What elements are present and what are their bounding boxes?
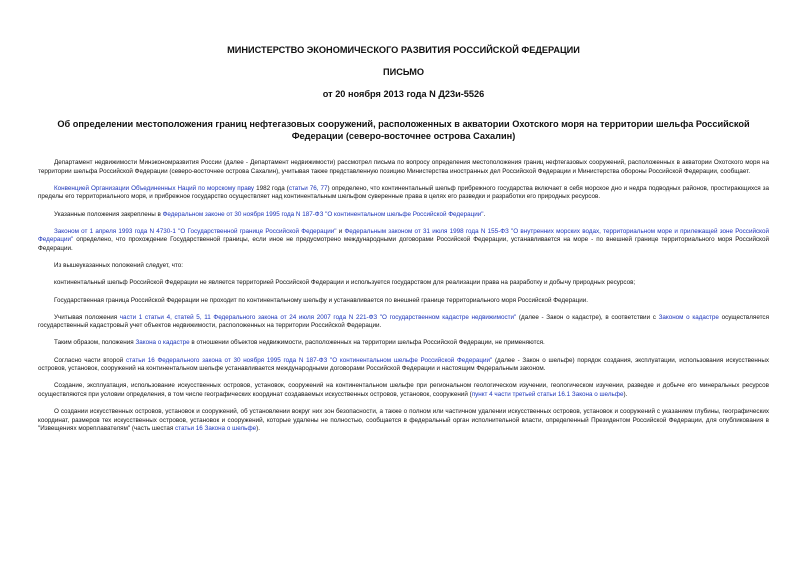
text-run: Создание, эксплуатация, использование искусственных островов, установок, сооружений на континентальном шельфе при региональном геологическом изучении, геологическом изучении, разведке и добыче его минеральных ресурсов осуществляются при условии определения, в том числе географических координат создаваемых искусственных островов, установок, сооружений ( bbox=[38, 382, 769, 399]
document-title: Об определении местоположения границ нефтегазовых сооружений, расположенных в акватории Охотского моря на территории шельфа Российской Федерации (северо-восточнее острова Сахалин) bbox=[57, 119, 750, 141]
text-run: в отношении объектов недвижимости, расположенных на территории шельфа Российской Федерации, не применяются. bbox=[189, 339, 545, 347]
text-run: осуществляется государственный кадастровый учет объектов недвижимости, расположенных на территории Российской Федерации. bbox=[38, 313, 769, 330]
paragraph bbox=[38, 408, 769, 434]
text-run: Департамент недвижимости Минэкономразвития России (далее - Департамент недвижимости) рассмотрел письма по вопросу определения местоположения границ нефтегазовых сооружений, расположенных в акватории Охотского моря на территории шельфа Российской Федерации (северо-восточнее острова Сахалин), учитывая также представленную позицию Министерства иностранных дел Российской Федерации и Министерства обороны Российской Федерации, сообщает. bbox=[38, 159, 769, 175]
paragraph bbox=[38, 357, 769, 374]
link-article-16-law-187fz[interactable]: статьи 16 Федерального закона от 30 ноября 1995 года N 187-ФЗ "О континентальном шельфе Российской Федерации" bbox=[126, 356, 493, 364]
document-type: ПИСЬМО bbox=[382, 67, 425, 77]
text-run: ). bbox=[256, 425, 260, 433]
text-run: Указанные положения закреплены в bbox=[54, 210, 163, 218]
paragraph bbox=[38, 339, 769, 348]
paragraph bbox=[38, 382, 769, 399]
text-run: О создании искусственных островов, установок и сооружений, об установлении вокруг них зон безопасности, а также о полном или частичном удалении искусственных островов, установок и сооружений с указанием глубины, географических координат, размеров тех искусственных островов, установок и сооружений, которые удалены не полностью, сообщается в федеральный орган исполнительной власти, определенный Президентом Российской Федерации, для опубликования в "Извещениях мореплавателям" (часть шестая bbox=[38, 408, 769, 433]
paragraph bbox=[38, 211, 769, 220]
link-article-16-shelf-law[interactable]: статьи 16 Закона о шельфе bbox=[175, 425, 257, 433]
document-body bbox=[38, 159, 769, 434]
link-article-16-1-shelf-law[interactable]: пункт 4 части третьей статьи 16.1 Закона о шельфе bbox=[471, 391, 624, 399]
text-run: (далее - Закон о шельфе) порядок создания, эксплуатации, использования искусственных островов, установок, сооружений на континентальном шельфе устанавливается международными договорами Российской Федерации и настоящим Федеральным законом. bbox=[38, 356, 769, 373]
text-run: (далее - Закон о кадастре), в соответствии с bbox=[516, 313, 659, 321]
text-run: Учитывая положения bbox=[54, 313, 120, 321]
text-run: континентальный шельф Российской Федерации не является территорией Российской Федерации и используется государством для реализации права на разработку и добычу природных ресурсов; bbox=[54, 279, 636, 287]
text-run: ). bbox=[623, 391, 628, 399]
link-law-221fz[interactable]: части 1 статьи 4, статей 5, 11 Федерального закона от 24 июля 2007 года N 221-ФЗ "О государственном кадастре недвижимости" bbox=[119, 313, 517, 321]
link-cadastre-law[interactable]: Закона о кадастре bbox=[135, 339, 190, 347]
paragraph bbox=[38, 279, 769, 288]
text-run: Таким образом, положения bbox=[54, 339, 136, 347]
document-date: от 20 ноября 2013 года N Д23и-5526 bbox=[322, 89, 485, 99]
text-run: Из вышеуказанных положений следует, что: bbox=[54, 262, 183, 270]
text-run: Государственная граница Российской Федерации не проходит по континентальному шельфу и устанавливается по внешней границе территориального моря Российской Федерации. bbox=[54, 296, 588, 304]
text-run: ) определено, что континентальный шельф прибрежного государства включает в себя морское дно и недра подводных районов, простирающихся за пределы его территориального моря, и прибрежное государство осуществляет над континентальным шельфом суверенные права в целях его разведки и разработки его природных ресурсов. bbox=[38, 184, 769, 201]
text-run: . bbox=[483, 210, 486, 218]
paragraph bbox=[38, 297, 769, 306]
link-cadastre-law[interactable]: Законом о кадастре bbox=[658, 313, 719, 321]
paragraph bbox=[38, 262, 769, 271]
paragraph bbox=[38, 228, 769, 254]
paragraph bbox=[38, 314, 769, 331]
link-law-155fz[interactable]: Федеральным законом от 31 июля 1998 года N 155-ФЗ "О внутренних морских водах, территориальном море и прилежащей зоне Российской Федерации" bbox=[38, 227, 769, 244]
link-law-4730-1[interactable]: Законом от 1 апреля 1993 года N 4730-1 "О Государственной границе Российской Федерации" bbox=[54, 227, 337, 235]
paragraph bbox=[38, 159, 769, 176]
text-run: и bbox=[336, 227, 345, 235]
paragraph bbox=[38, 185, 769, 202]
issuer-heading: МИНИСТЕРСТВО ЭКОНОМИЧЕСКОГО РАЗВИТИЯ РОССИЙСКОЙ ФЕДЕРАЦИИ bbox=[227, 45, 580, 55]
text-run: определено, что прохождение Государственной границы, если иное не предусмотрено международными договорами Российской Федерации, устанавливается на море - по внешней границе территориального моря Российской Федерации. bbox=[38, 236, 769, 252]
link-articles-76-77[interactable]: статьи 76, 77 bbox=[288, 184, 328, 192]
link-law-187fz[interactable]: Федеральном законе от 30 ноября 1995 года N 187-ФЗ "О континентальном шельфе Российской Федерации" bbox=[162, 210, 484, 218]
link-un-convention[interactable]: Конвенцией Организации Объединенных Наций по морскому праву bbox=[54, 184, 255, 192]
text-run: 1982 года ( bbox=[254, 184, 289, 192]
text-run: Согласно части второй bbox=[54, 356, 127, 364]
